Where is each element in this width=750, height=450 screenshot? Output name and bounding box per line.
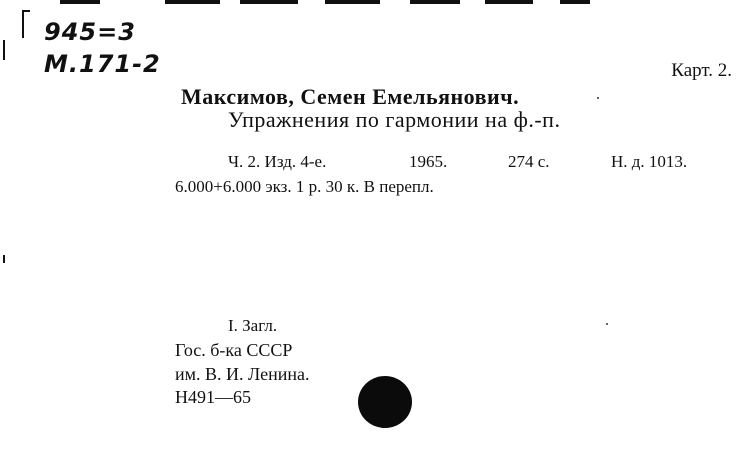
page-count: 274 с. [508,152,550,171]
handwritten-call-number: М.171-2 [44,50,161,78]
author-heading: Максимов, Семен Емельянович. [181,84,520,109]
publication-year: 1965. [409,152,448,171]
handwritten-bracket [22,10,30,38]
library-name: Гос. б-ка СССР [175,340,293,360]
card-code: Н491—65 [175,387,251,407]
part-edition: Ч. 2. Изд. 4-е. [228,152,327,171]
card-number: Карт. 2. [671,60,732,81]
title-note: I. Загл. [228,316,278,335]
punch-hole [358,376,412,428]
handwritten-shelf-mark: 945=3 [44,18,136,46]
library-dedication: им. В. И. Ленина. [175,364,310,384]
copies-and-price: 6.000+6.000 экз. 1 р. 30 к. В перепл. [175,177,434,196]
scan-speck [597,97,599,99]
scan-edge-mark [3,40,5,60]
book-title: Упражнения по гармонии на ф.-п. [228,107,561,132]
scan-speck [606,323,608,325]
scan-top-marks [0,0,750,6]
catalog-number: Н. д. 1013. [611,152,688,171]
scan-edge-mark [3,255,5,263]
